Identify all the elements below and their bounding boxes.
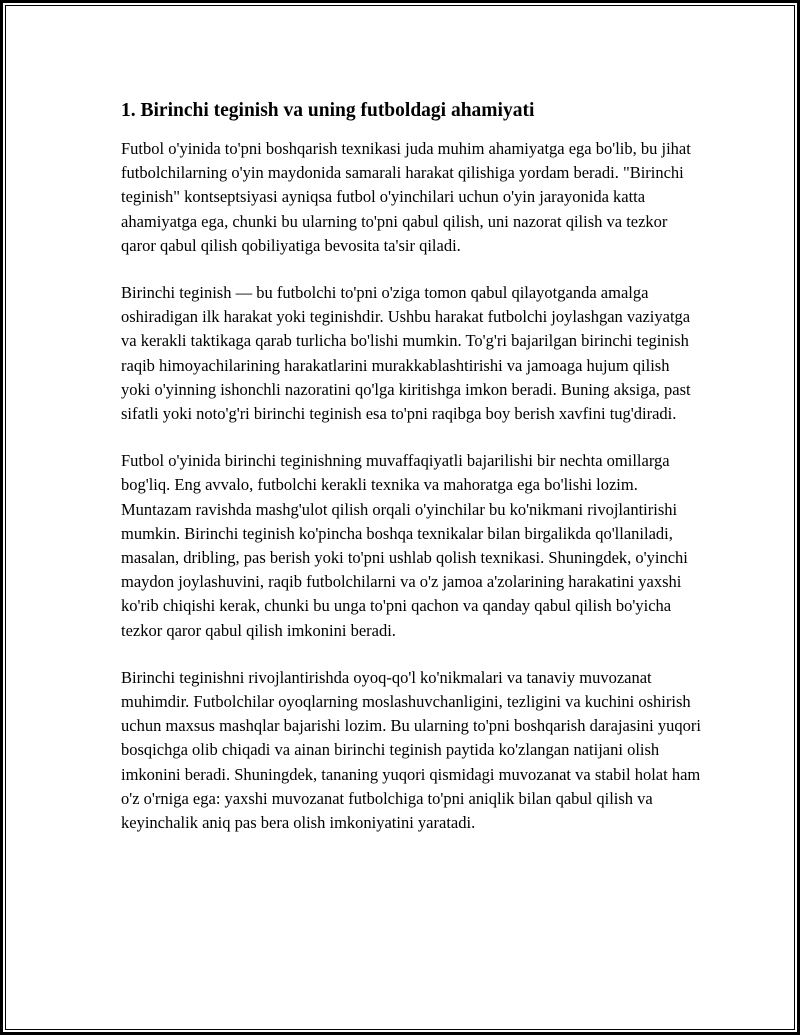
- section-heading: 1. Birinchi teginish va uning futboldagi ahamiyati: [121, 100, 535, 121]
- paragraph-4: Birinchi teginishni rivojlantirishda oyoq-qo'l ko'nikmalari va tanaviy muvozanat muhimdir. Futbolchilar oyoqlarning moslashuvchanligini, tezligini va kuchini oshirish uchun maxsus mashqlar bajarishi lozim. Bu ularning to'pni boshqarish darajasini yuqori bosqichga olib chiqadi va ainan birinchi teginish paytida ko'zlangan natijani olish imkonini beradi. Shuningdek, tananing yuqori qismidagi muvozanat va stabil holat ham o'z o'rniga ega: yaxshi muvozanat futbolchiga to'pni aniqlik bilan qabul qilish va keyinchalik aniq pas bera olish imkoniyatini yaratadi.: [121, 667, 701, 833]
- document-body: [121, 99, 701, 858]
- paragraph-2: Birinchi teginish — bu futbolchi to'pni o'ziga tomon qabul qilayotganda amalga oshiradigan ilk harakat yoki teginishdir. Ushbu harakat futbolchi joylashgan vaziyatga va kerakli taktikaga qarab turlicha bo'lishi mumkin. To'g'ri bajarilgan birinchi teginish raqib himoyachilarining harakatlarini murakkablashtirishi va jamoaga hujum qilish yoki o'yinning ishonchli nazoratini qo'lga kiritishga imkon beradi. Buning aksiga, past sifatli yoki noto'g'ri birinchi teginish esa to'pni raqibga boy berish xavfini tug'diradi.: [121, 283, 691, 424]
- paragraph-3: Futbol o'yinida birinchi teginishning muvaffaqiyatli bajarilishi bir nechta omillarga bog'liq. Eng avvalo, futbolchi kerakli texnika va mahoratga ega bo'lishi lozim. Muntazam ravishda mashg'ulot qilish orqali o'yinchilar bu ko'nikmani rivojlantirishi mumkin. Birinchi teginish ko'pincha boshqa texnikalar bilan birgalikda qo'llaniladi, masalan, dribling, pas berish yoki to'pni ushlab qolish texnikasi. Shuningdek, o'yinchi maydon joylashuvini, raqib futbolchilarni va o'z jamoa a'zolarining harakatini yaxshi ko'rib chiqishi kerak, chunki bu unga to'pni qachon va qanday qabul qilish bo'yicha tezkor qaror qabul qilish imkonini beradi.: [121, 451, 688, 640]
- paragraph-1: Futbol o'yinida to'pni boshqarish texnikasi juda muhim ahamiyatga ega bo'lib, bu jihat futbolchilarning o'yin maydonida samarali harakat qilishiga yordam beradi. "Birinchi teginish" kontseptsiyasi ayniqsa futbol o'yinchilari uchun o'yin jarayonida katta ahamiyatga ega, chunki bu ularning to'pni qabul qilish, uni nazorat qilish va tezkor qaror qabul qilish qobiliyatiga bevosita ta'sir qiladi.: [121, 139, 691, 255]
